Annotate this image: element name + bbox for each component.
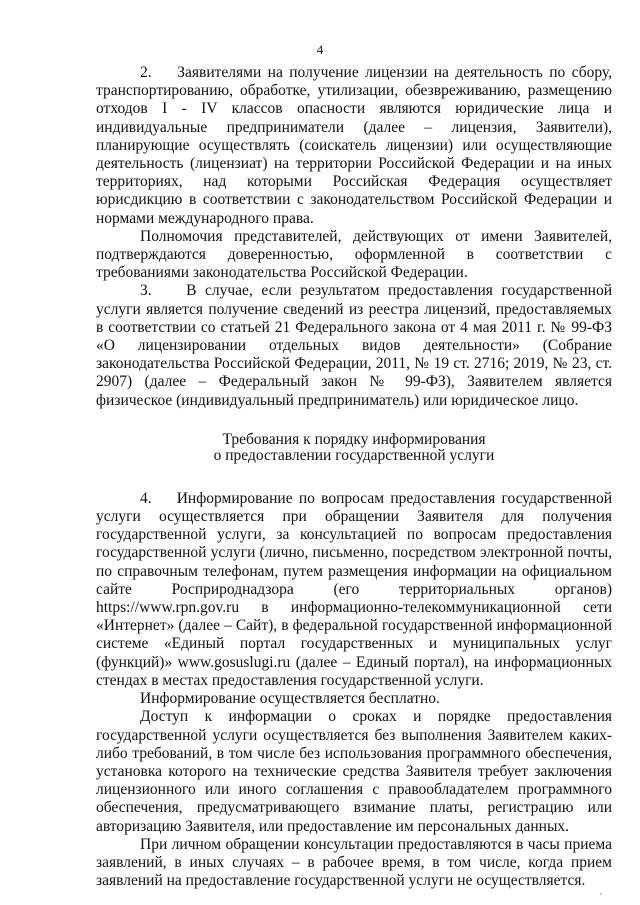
section-heading — [96, 432, 612, 464]
paragraph-item-3: 3. В случае, если результатом предоставления государственной услуги является получение сведений из реестра лицензий, предоставляемых в соответствии со статьей 21 Федерального закона от 4 мая 2011 г. № 99-ФЗ «О лицензировании отдельных видов деятельности» (Собрание законодательства Российской Федерации, 2011, № 19 ст. 2716; 2019, № 23, ст. 2907) (далее – Федеральный закон № 99-ФЗ), Заявителем является физическое (индивидуальный предприниматель) или юридическое лицо. — [96, 282, 612, 409]
paragraph-representatives: Полномочия представителей, действующих от имени Заявителей, подтверждаются доверенностью, оформленной в соответствии с требованиями законодательства Российской Федерации. — [96, 227, 612, 282]
page-number: 4 — [316, 42, 324, 57]
paragraph-item-2: 2. Заявителями на получение лицензии на деятельность по сбору, транспортированию, обработке, утилизации, обезвреживанию, размещению отходов I - IV классов опасности являются юридические лица и индивидуальные предприниматели (далее – лицензия, Заявители), планирующие осуществлять (соискатель лицензии) или осуществляющие деятельность (лицензиат) на территории Российской Федерации и на иных территориях, над которыми Российская Федерация осуществляет юрисдикцию в соответствии с законодательством Российской Федерации и нормами международного права. — [96, 64, 612, 227]
section-heading-line-1: Требования к порядку информирования — [222, 430, 486, 448]
paragraph-item-4: 4. Информирование по вопросам предоставления государственной услуги осуществляется при обращении Заявителя для получения государственной услуги, за консультацией по вопросам предоставления государственной услуги (лично, письменно, посредством электронной почты, по справочным телефонам, путем размещения информации на официальном сайте Росприроднадзора (его территориальных органов) https://www.rpn.gov.ru в информационно-телекоммуникационной сети «Интернет» (далее – Сайт), в федеральной государственной информационной системе «Единый портал государственных и муниципальных услуг (функций)» www.gosuslugi.ru (далее – Единый портал), на информационных стендах в местах предоставления государственной услуги. — [96, 489, 612, 689]
document-body — [96, 64, 612, 890]
paragraph-free-info: Информирование осуществляется бесплатно. — [140, 690, 440, 708]
paragraph-access: Доступ к информации о сроках и порядке предоставления государственной услуги осуществляется без выполнения Заявителем каких-либо требований, в том числе без использования программного обеспечения, установка которого на технические средства Заявителя требует заключения лицензионного или иного соглашения с правообладателем программного обеспечения, предусматривающего взимание платы, регистрацию или авторизацию Заявителя, или предоставление им персональных данных. — [96, 708, 612, 835]
scan-speck — [600, 893, 602, 895]
section-heading-line-2: о предоставлении государственной услуги — [213, 446, 495, 464]
paragraph-personal-visit: При личном обращении консультации предоставляются в часы приема заявлений, в иных случаях – в рабочее время, в том числе, когда прием заявлений на предоставление государственной услуги не осуществляется. — [96, 835, 612, 890]
